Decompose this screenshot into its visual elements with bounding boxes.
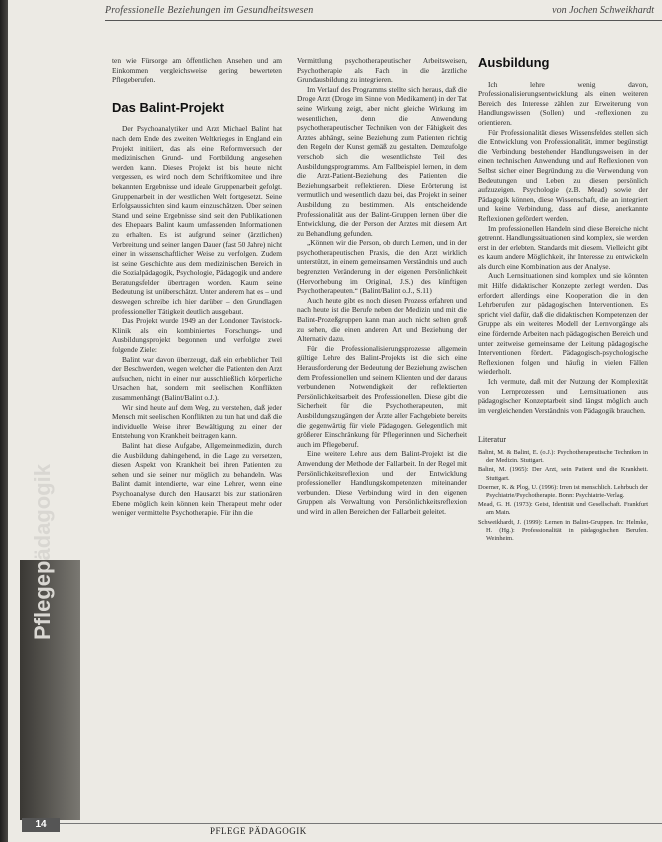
- header-divider: [105, 20, 662, 21]
- paragraph: Ich lehre wenig davon, Professionalisierungsentwicklung als einen weiteren Bereich des Interesse zählen zur Erweiterung von Handlungswissen (Sollen) und -reflexionen zu orientieren.: [478, 79, 648, 127]
- literature-heading: Literatur: [478, 435, 506, 445]
- column-3: [478, 56, 648, 544]
- literature-entry: Balint, M. & Balint, E. (o.J.): Psychotherapeutische Techniken in der Medizin. Stuttgart.: [478, 448, 648, 465]
- paragraph: Im Verlauf des Programms stellte sich heraus, daß die Droge Arzt (Droge im Sinne von Medikament) in der Tat seine Wirkung zeigt, aber nicht gleiche Wirkung im wesentlichen, denn die Anwendung psychotherapeutischer Techniken von der Fähigkeit des Arztes abhängt, seine Beziehung zum Patienten richtig den Regeln der Kunst gemäß zu gestalten. Demzufolge verschob sich die wesentlichste Teil des Ausbildungsprogramms. Am Fallbeispiel lernen, in dem die Arzt-Patient-Beziehung des Patienten die Beziehungsarbeit reflektieren. Diese Erörterung ist vermutlich und wesentlich dazu bei, das Projekt in seiner Ausbildung zu bestimmen. Als entscheidende Professionalität aus der Balint-Gruppen lernen über die Entwicklung, die der Person der Arztes mit diesem Art zu Behandlung gefunden.: [297, 84, 467, 238]
- column-2: [297, 56, 467, 517]
- paragraph: Eine weitere Lehre aus dem Balint-Projekt ist die Anwendung der Methode der Fallarbeit. In der Regel mit Persönlichkeitsreflexion und der Entwicklung professioneller Handlungskompetenzen miteinander verbunden. Diese Verbindung wird in den eigenen Gruppen als Verwaltung von Persönlichkeitsreflexion und wird in allen Bereichen der Fallarbeit geleitet.: [297, 449, 467, 516]
- footer-divider: [60, 823, 662, 824]
- binding-shadow: [0, 0, 8, 842]
- paragraph: Wir sind heute auf dem Weg, zu verstehen, daß jeder Mensch mit seelischen Konflikten zu tun hat und daß die individuelle Weise ihrer Bewältigung zu einer der Entstehung von Krankheit beitragen kann.: [112, 402, 282, 441]
- literature-entry: Schweikhardt, J. (1999): Lernen in Balint-Gruppen. In: Helmke, H. (Hg.): Professionalität in pädagogischen Berufen. Weinheim.: [478, 518, 648, 542]
- literature-entry: Mead, G. H. (1973): Geist, Identität und Gesellschaft. Frankfurt am Main.: [478, 501, 648, 517]
- paragraph: Der Psychoanalytiker und Arzt Michael Balint hat nach dem Ende des zweiten Weltkrieges in England ein Projekt initiiert, das als eine Reformversuch der medizinischen Grund- und Fortbildung angesehen werden kann. Dieses Projekt ist bis heute nicht vergessen, es wird noch dem Schriftkomitee und ihre bekannten Ergebnisse und ideale Gruppenarbeit gefolgt. Gruppenarbeit in der westlichen Welt fortgesetzt. Seine Erfolgsaussichten sind kaum einzuschätzen. Über seinen Stand und seine Ergebnisse sind seit den Publikationen des Ehepaars Balint kaum umfassenden Informationen zu erhalten. Es ist aufgrund seiner (ärztlichen) Verbreitung und seiner langen Dauer (fast 50 Jahre) nicht einer in wissenschaftlicher Weise zu verfolgen. Zudem ist seine Geschichte aus dem medizinischen Bereich in die Sozialpädagogik, Psychologie, Pädagogik und andere Beratungsfelder übertragen worden. Kaum seine Bedeutung ist unüberschätzt. Unter anderem hat es – und deswegen schreibe ich hier darüber – den Grundlagen professioneller Tätigkeit deutlich ausgebaut.: [112, 124, 282, 316]
- page-header: [60, 0, 662, 22]
- paragraph: Auch Lernsituationen sind komplex und sie könnten mit Hilfe didaktischer Konzepte zerlegt werden. Das erfordert allerdings eine Kooperation die in den Lehrberufen zur pädagogischen Interventionen. Es spricht viel dafür, daß die didaktischen Kompetenzen der Gruppe als ein weiteres Modell der Lernvorgänge als eine fördernde Arbeiten nach pädagogischen Bereich und unter zeitweise gemeinsame der Leitung pädagogische Interventionen fördert. Pädagogisch-psychologische Reflexionen folgen und häufig in vielen Fällen wiederholt.: [478, 271, 648, 377]
- literature-entry: Balint, M. (1965): Der Arzt, sein Patient und die Krankheit. Stuttgart.: [478, 466, 648, 482]
- header-author: von Jochen Schweikhardt: [552, 5, 654, 16]
- paragraph: Balint war davon überzeugt, daß ein erheblicher Teil der Beschwerden, wegen welcher die Patienten den Arzt aufsuchen, nicht in einer nur ausschließlich körperliche Ursachen hat, sondern mit seelischen Konflikten zusammenhängt (Balint/Balint o.J.).: [112, 354, 282, 402]
- paragraph: Für die Professionalisierungsprozesse allgemein gültige Lehre des Balint-Projekts ist die sich eine Herausforderung der Bedeutung der Beziehung zwischen dem Professionellen und seinem Klienten und der daraus verbundenen Notwendigkeit der reflektierten Persönlichkeitsarbeit des Professionellen. Diese gibt die Sicherheit für die Psychotherapeuten, mit Ausbildungszugängen der Ärzte aller Fachgebiete bereits die gegenwärtig für viele Pädagogen. Gelegentlich mit größerer Einschränkung für Pflegerinnen und Sicherheit auch im Pflegeberuf.: [297, 343, 467, 449]
- page-number: 14: [22, 818, 60, 832]
- paragraph: Balint hat diese Aufgabe, Allgemeinmedizin, durch die Ausbildung dahingehend, in die Lage zu versetzen, diesen Aspekt von Krankheit bei ihren Patienten zu sehen und sie seiner nur möglich zu behandeln. Was Balint damit intendierte, war eine Lehrer, wenn eine Psychoanalyse durch den Hausarzt bis zur stationären Ebene möglich kein können kein Therapeut mehr oder weniger vermittelte Psychotherapie. Für ihn die: [112, 440, 282, 518]
- sidebar-label: Pflegepädagogik: [30, 463, 55, 640]
- header-title: Professionelle Beziehungen im Gesundheitswesen: [105, 5, 314, 16]
- paragraph: ten wie Fürsorge am öffentlichen Ansehen und am Einkommen vergleichsweise gering bewerteten Pflegeberufen.: [112, 56, 282, 85]
- section-heading-ausbildung: Ausbildung: [478, 55, 550, 70]
- paragraph: Ich vermute, daß mit der Nutzung der Komplexität von Lernprozessen und Lernsituationen aus pädagogischer Konzeptarbeit sind längst möglich auch im vergleichenden Verständnis von Pädagogik brauchen.: [478, 377, 648, 415]
- paragraph: Vermittlung psychotherapeutischer Arbeitsweisen, Psychotherapie als Fach in die ärztliche Grundausbildung zu integrieren.: [297, 56, 467, 85]
- footer-journal-name: PFLEGE PÄDAGOGIK: [210, 826, 307, 836]
- paragraph: Das Projekt wurde 1949 an der Londoner Tavistock-Klinik als ein kombiniertes Forschungs- und Ausbildungsprojekt begonnen und verfolgte zwei folgende Ziele:: [112, 316, 282, 355]
- paragraph: Im professionellen Handeln sind diese Bereiche nicht getrennt. Handlungssituationen sind komplex, sie werden erst in der erlebten. Standards mit diesem. Vielleicht gibt es kaum andere Möglichkeit, ihr Interesse zu entwickeln als durch eine Kombination aus der Analyse.: [478, 223, 648, 271]
- paragraph: „Können wir die Person, ob durch Lernen, und in der psychotherapeutischen Praxis, die den Arzt wirklich unterstützt, in einem gemeinsamen Verständnis und auch begrenzten Veränderung in der eigenen Persönlichkeit (Hervorhebung im Original, J.S.) des künftigen Psychotherapeuten.“ (Balint/Balint o.J., S.11): [297, 238, 467, 296]
- literature-entry: Doerner, K. & Plog, U. (1996): Irren ist menschlich. Lehrbuch der Psychiatrie/Psychotherapie. Bonn: Psychiatrie-Verlag.: [478, 483, 648, 499]
- column-1: [112, 56, 282, 518]
- literature-list: [478, 449, 648, 543]
- paragraph: Für Professionalität dieses Wissensfeldes stellen sich die Entwicklung von Professionalität, immer begünstigt die Verbindung bestehender Handlungsweisen in der einen technischen Anwendung und auf Reflexionen von Selbst sicher einer Begründung zu die Verwendung von Bedeutungen und Leben zu diesen persönlich aufzuzeigen. Psychologie (z.B. Mead) sowie der Pädagogik können, diese Wissenschaft, die an integriert und keine Verbindung, dass auf diese, anerkannte Reflexionen gefördert werden.: [478, 127, 648, 223]
- section-heading-balint: Das Balint-Projekt: [112, 99, 224, 115]
- paragraph: Auch heute gibt es noch diesen Prozess erfahren und nach heute ist die Berufe neben der Medizin und mit die Balint-Prozeßgruppen kann man auch nicht selten groß zu sehen, die einen anderen Art und Beziehung der Alternativ dazu.: [297, 295, 467, 344]
